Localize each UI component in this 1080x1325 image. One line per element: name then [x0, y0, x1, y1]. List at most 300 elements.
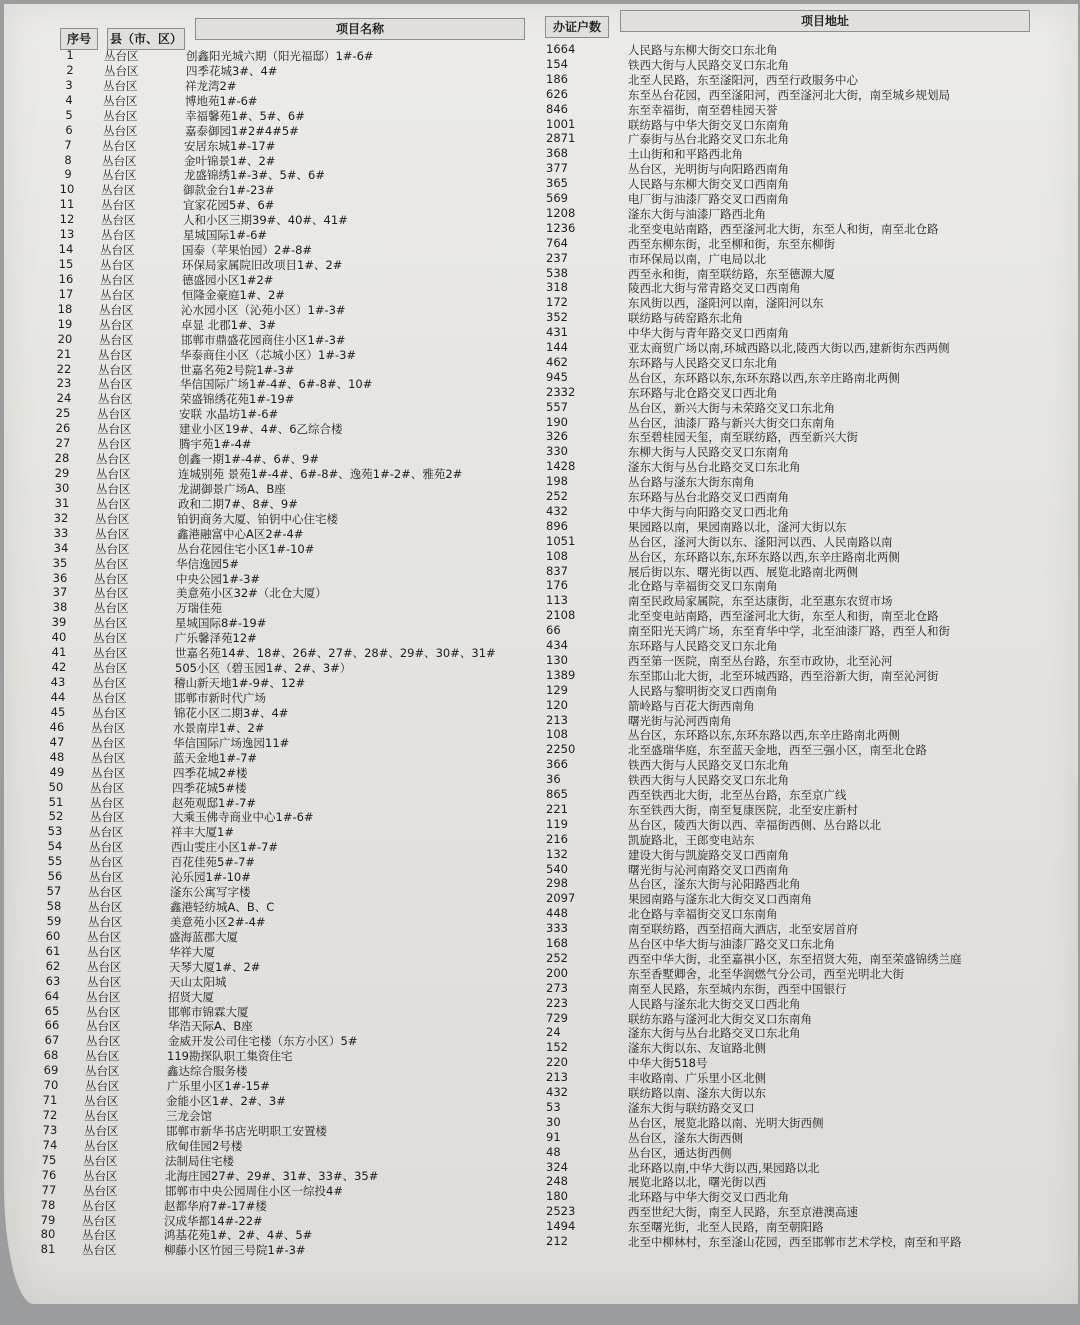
row-county: 丛台区: [103, 108, 138, 123]
row-county: 丛台区: [82, 1228, 117, 1243]
row-household-count: 113: [546, 593, 568, 608]
row-project-name: 安联 水晶坊1#-6#: [179, 407, 279, 422]
row-project-address: 展后街以东、曙光街以西、展览北路南北两侧: [628, 564, 858, 579]
row-number: 63: [45, 973, 61, 988]
header-county-label: 县（市、区）: [109, 32, 182, 46]
row-project-address: 东至香墅卿舍，北至华润燃气分公司，西至光明北大街: [628, 966, 904, 981]
row-project-address: 中华大街与向阳路交叉口西北角: [628, 504, 789, 519]
row-project-address: 南至联纺路，西至招商大酒店，北至安居首府: [628, 922, 858, 937]
row-project-name: 金叶锦景1#、2#: [184, 153, 276, 168]
table-row: [0, 1234, 1080, 1249]
row-county: 丛台区: [82, 1198, 117, 1213]
table-row: [0, 1115, 1080, 1130]
row-project-name: 丛台花园住宅小区1#-10#: [177, 541, 315, 556]
row-project-name: 腾宇苑1#-4#: [179, 437, 252, 452]
table-row: [0, 400, 1080, 415]
row-project-name: 政和二期7#、8#、9#: [178, 496, 298, 511]
row-project-name: 蓝天金地1#-7#: [173, 750, 258, 765]
row-number: 33: [53, 525, 69, 540]
table-row: [0, 578, 1080, 593]
row-county: 丛台区: [90, 810, 125, 825]
table-row: [0, 936, 1080, 951]
row-county: 丛台区: [82, 1243, 117, 1258]
row-number: 50: [48, 779, 64, 794]
row-project-name: 四季花城5#楼: [172, 780, 247, 795]
row-county: 丛台区: [93, 631, 128, 646]
row-project-name: 沁水园小区（沁苑小区）1#-3#: [181, 302, 346, 317]
row-project-name: 广乐里小区1#-15#: [167, 1079, 270, 1094]
table-row: [0, 325, 1080, 340]
row-household-count: 2871: [546, 131, 576, 146]
row-project-address: 建设大街与凯旋路交叉口西南角: [628, 847, 789, 862]
row-project-name: 星城国际8#-19#: [175, 616, 267, 631]
table-row: [0, 236, 1080, 251]
row-household-count: 273: [546, 980, 568, 995]
row-county: 丛台区: [84, 1094, 119, 1109]
row-county: 丛台区: [98, 362, 133, 377]
row-county: 丛台区: [88, 900, 123, 914]
table-row: [0, 444, 1080, 459]
row-project-name: 华信逸园5#: [176, 556, 239, 571]
row-project-address: 联纺东路与滏河北大街交叉口东南角: [628, 1011, 812, 1026]
table-row: [0, 996, 1080, 1011]
row-county: 丛台区: [98, 392, 133, 407]
row-number: 14: [58, 242, 74, 257]
row-county: 丛台区: [87, 959, 122, 974]
row-number: 17: [58, 286, 74, 301]
row-county: 丛台区: [100, 287, 135, 302]
row-project-name: 华泰商住小区（芯城小区）1#-3#: [180, 347, 357, 362]
row-county: 丛台区: [89, 840, 124, 855]
row-household-count: 333: [546, 921, 568, 936]
row-project-address: 丛台区，光明街与向阳路西南角: [628, 162, 789, 177]
row-household-count: 120: [546, 697, 568, 712]
row-county: 丛台区: [100, 258, 135, 273]
row-project-address: 北仓路与幸福街交叉口东南角: [628, 579, 778, 594]
row-project-name: 鸿基花苑1#、2#、4#、5#: [164, 1228, 313, 1243]
row-county: 丛台区: [102, 153, 137, 168]
row-county: 丛台区: [102, 138, 137, 153]
row-county: 丛台区: [85, 1064, 120, 1079]
row-number: 74: [42, 1137, 58, 1152]
row-number: 1: [66, 48, 74, 62]
row-project-name: 邯郸市锦霖大厦: [168, 1004, 249, 1019]
row-household-count: 216: [546, 831, 568, 846]
row-county: 丛台区: [103, 78, 138, 93]
row-county: 丛台区: [91, 720, 126, 735]
header-project-name: [195, 18, 525, 40]
row-project-address: 西至中华大街，北至嘉祺小区，东至招贤大苑，南至荣盛锦绣兰庭: [628, 951, 962, 966]
row-project-address: 丛台区，滏东大街西侧: [628, 1130, 743, 1145]
table-row: [0, 1011, 1080, 1026]
row-project-name: 北海庄园27#、29#、31#、33#、35#: [165, 1168, 379, 1183]
row-number: 16: [58, 271, 74, 286]
row-household-count: 368: [546, 146, 568, 161]
row-project-address: 曙光街与沁河西南角: [628, 713, 732, 728]
row-number: 27: [55, 436, 71, 451]
row-household-count: 764: [546, 235, 568, 250]
row-number: 28: [54, 451, 70, 466]
row-project-address: 陵西北大街与常青路交叉口西南角: [628, 281, 801, 296]
row-county: 丛台区: [95, 526, 130, 541]
row-county: 丛台区: [103, 123, 138, 138]
row-number: 8: [64, 152, 72, 167]
row-number: 2: [66, 62, 74, 77]
row-project-address: 人民路与东柳大街交口东北角: [628, 43, 778, 57]
row-county: 丛台区: [93, 646, 128, 661]
table-row: [0, 623, 1080, 638]
row-project-name: 鑫港融富中心A区2#-4#: [177, 526, 304, 541]
table-row: [0, 1130, 1080, 1145]
row-county: 丛台区: [93, 616, 128, 631]
row-household-count: 2523: [546, 1204, 576, 1219]
row-project-name: 华浩天际A、B座: [168, 1019, 253, 1034]
row-project-address: 丛台区，陵西大街以西、幸福街西侧、丛台路以北: [628, 817, 881, 832]
row-county: 丛台区: [95, 541, 130, 556]
row-project-name: 沁乐园1#-10#: [171, 870, 251, 885]
row-county: 丛台区: [83, 1168, 118, 1183]
row-county: 丛台区: [99, 302, 134, 317]
row-number: 46: [49, 719, 65, 734]
row-number: 20: [57, 331, 73, 346]
row-project-address: 南至民政局家属院，东至达康街，北至惠东农贸市场: [628, 594, 893, 609]
row-project-address: 丛台路与滏东大街东南角: [628, 475, 755, 490]
row-county: 丛台区: [84, 1109, 119, 1124]
row-household-count: 324: [546, 1159, 568, 1174]
row-project-address: 果园路以南，果园南路以北，滏河大街以东: [628, 519, 847, 534]
row-county: 丛台区: [99, 332, 134, 347]
row-project-address: 丛台区，东环路以东,东环东路以西,东辛庄路南北两侧: [628, 370, 900, 385]
table-row: [0, 161, 1080, 176]
row-household-count: 330: [546, 444, 568, 459]
row-county: 丛台区: [98, 377, 133, 392]
row-number: 25: [55, 406, 71, 421]
table-row: [0, 593, 1080, 608]
table-row: [0, 1100, 1080, 1115]
row-number: 67: [44, 1033, 60, 1048]
row-household-count: 569: [546, 191, 568, 205]
table-row: [0, 1160, 1080, 1175]
row-project-name: 天琴大厦1#、2#: [169, 959, 261, 974]
row-project-name: 稽山新天地1#-9#、12#: [174, 676, 306, 691]
table-row: [0, 981, 1080, 996]
row-project-address: 西至世纪大街，南至人民路，东至京港澳高速: [628, 1205, 858, 1220]
row-county: 丛台区: [97, 422, 132, 437]
row-number: 18: [57, 301, 73, 316]
row-household-count: 462: [546, 354, 568, 369]
row-number: 45: [50, 704, 66, 719]
row-household-count: 248: [546, 1174, 568, 1189]
row-household-count: 198: [546, 474, 568, 489]
row-project-address: 箭岭路与百花大街西南角: [628, 698, 755, 713]
table-row: [0, 474, 1080, 489]
row-project-name: 创鑫阳光城六期（阳光福邸）1#-6#: [186, 49, 374, 63]
row-county: 丛台区: [91, 765, 126, 780]
row-county: 丛台区: [99, 317, 134, 332]
row-project-name: 法制局住宅楼: [165, 1153, 234, 1168]
row-project-address: 铁西大街与人民路交叉口东北角: [628, 758, 789, 773]
row-household-count: 223: [546, 995, 568, 1010]
row-household-count: 1428: [546, 459, 576, 474]
table-row: [0, 534, 1080, 549]
table-row: [0, 280, 1080, 295]
row-project-name: 御款金台1#-23#: [183, 183, 275, 198]
table-row: [0, 504, 1080, 519]
row-project-name: 邯郸市中央公园周住小区一综投4#: [165, 1183, 343, 1198]
row-county: 丛台区: [91, 750, 126, 765]
row-project-address: 市环保局以南，广电局以北: [628, 251, 766, 266]
row-project-name: 万瑞佳苑: [176, 601, 222, 616]
row-project-name: 龙盛锦绣1#-3#、5#、6#: [184, 168, 325, 183]
row-household-count: 212: [546, 1234, 568, 1248]
row-project-address: 凯旋路北，王郎变电站东: [628, 832, 755, 847]
row-project-address: 广泰街与丛台北路交叉口东北角: [628, 132, 789, 147]
row-project-address: 东环路与人民路交叉口东北角: [628, 639, 778, 653]
row-household-count: 837: [546, 563, 568, 578]
row-project-name: 荣盛锦绣花苑1#-19#: [180, 392, 295, 407]
row-number: 26: [55, 421, 71, 436]
table-row: [0, 102, 1080, 117]
row-project-name: 柳藤小区竹园三号院1#-3#: [164, 1243, 306, 1258]
row-project-address: 丛台区，新兴大街与未荣路交叉口东北角: [628, 400, 835, 415]
header-project-name-label: 项目名称: [335, 22, 384, 36]
row-household-count: 172: [546, 295, 568, 310]
row-county: 丛台区: [95, 511, 130, 526]
row-project-name: 广乐馨泽苑12#: [175, 631, 257, 646]
row-household-count: 557: [546, 399, 568, 414]
row-household-count: 119: [546, 816, 568, 831]
table-row: [0, 519, 1080, 534]
row-number: 24: [56, 391, 72, 406]
row-project-address: 东至铁西大街，南至复康医院，北至安庄新村: [628, 802, 858, 817]
row-number: 70: [43, 1078, 59, 1093]
table-row: [0, 251, 1080, 266]
table-row: [0, 221, 1080, 236]
row-project-name: 龙湖御景广场A、B座: [178, 481, 286, 496]
row-project-address: 联纺路以南、滏东大街以东: [628, 1086, 766, 1100]
row-household-count: 48: [546, 1144, 561, 1159]
row-county: 丛台区: [85, 1049, 120, 1064]
row-project-address: 丛台区中华大街与油漆厂路交叉口东北角: [628, 937, 835, 951]
row-project-name: 世嘉名苑2号院1#-3#: [180, 362, 295, 377]
table-row: [0, 489, 1080, 504]
row-number: 77: [41, 1182, 57, 1197]
row-county: 丛台区: [100, 272, 135, 287]
row-number: 51: [48, 794, 64, 809]
row-number: 44: [50, 689, 66, 704]
row-county: 丛台区: [91, 735, 126, 750]
header-seq-label: 序号: [66, 32, 91, 46]
row-project-name: 滏东公寓写字楼: [170, 885, 251, 900]
row-county: 丛台区: [89, 870, 124, 885]
row-household-count: 154: [546, 56, 568, 71]
row-county: 丛台区: [82, 1213, 117, 1228]
row-county: 丛台区: [104, 49, 139, 63]
row-project-name: 祥丰大厦1#: [171, 825, 234, 840]
row-number: 39: [51, 615, 67, 630]
row-project-address: 铁西大街与人民路交叉口东北角: [628, 773, 789, 788]
row-household-count: 221: [546, 801, 568, 816]
row-household-count: 538: [546, 265, 568, 280]
row-number: 38: [52, 600, 68, 615]
row-household-count: 365: [546, 176, 568, 191]
row-county: 丛台区: [96, 452, 131, 467]
row-county: 丛台区: [87, 974, 122, 989]
table-row: [0, 742, 1080, 757]
table-row: [0, 832, 1080, 847]
row-household-count: 2250: [546, 742, 576, 757]
row-household-count: 2097: [546, 891, 576, 906]
row-project-name: 赵苑观邸1#-7#: [172, 795, 257, 810]
row-household-count: 434: [546, 638, 568, 652]
row-project-address: 北环路以南,中华大街以西,果园路以北: [628, 1160, 820, 1175]
row-county: 丛台区: [84, 1123, 119, 1138]
table-row: [0, 1204, 1080, 1219]
table-row: [0, 757, 1080, 772]
row-number: 81: [40, 1242, 56, 1257]
row-project-address: 人民路与黎明街交叉口西南角: [628, 683, 778, 698]
row-project-name: 嘉泰御园1#2#4#5#: [185, 123, 299, 138]
row-number: 21: [56, 346, 72, 361]
table-row: [0, 266, 1080, 281]
row-project-address: 丛台区，滏东大街与沁阳路西北角: [628, 877, 801, 892]
row-number: 36: [52, 570, 68, 585]
row-project-name: 四季花城2#楼: [173, 765, 248, 780]
row-project-name: 锦花小区二期3#、4#: [174, 705, 289, 720]
table-row: [0, 713, 1080, 728]
table-row: [0, 876, 1080, 891]
row-project-address: 东环路与北仓路交叉口西北角: [628, 385, 778, 400]
row-household-count: 1664: [546, 42, 576, 56]
row-number: 19: [57, 316, 73, 331]
row-project-name: 德盛园小区1#2#: [182, 272, 274, 287]
table-row: [0, 459, 1080, 474]
row-household-count: 91: [546, 1129, 561, 1144]
row-household-count: 431: [546, 325, 568, 340]
row-project-name: 大乘玉佛寺商业中心1#-6#: [172, 810, 314, 825]
row-household-count: 213: [546, 712, 568, 727]
row-county: 丛台区: [88, 914, 123, 929]
row-project-address: 西至铁西北大街，北至丛台路，东至京广线: [628, 788, 847, 802]
row-project-address: 西至第一医院，南至丛台路，东至市政协，北至沁河: [628, 653, 893, 668]
table-row: [0, 1085, 1080, 1100]
row-number: 49: [49, 764, 65, 779]
row-number: 64: [44, 988, 60, 1003]
row-project-name: 华祥大厦: [169, 944, 215, 959]
table-row: [0, 653, 1080, 668]
row-number: 68: [43, 1048, 59, 1063]
row-household-count: 945: [546, 369, 568, 384]
row-number: 57: [46, 884, 62, 899]
row-county: 丛台区: [101, 198, 136, 213]
table-row: [0, 146, 1080, 161]
row-project-name: 铂钥商务大厦、铂钥中心住宅楼: [177, 511, 338, 526]
table-row: [0, 1189, 1080, 1204]
row-project-name: 宜家花园5#、6#: [183, 198, 275, 213]
row-number: 40: [51, 630, 67, 645]
row-household-count: 53: [546, 1099, 561, 1114]
row-county: 丛台区: [90, 795, 125, 810]
row-county: 丛台区: [85, 1079, 120, 1094]
row-number: 30: [54, 480, 70, 495]
table-row: [0, 340, 1080, 355]
row-county: 丛台区: [92, 676, 127, 691]
table-row: [0, 385, 1080, 400]
row-number: 10: [59, 182, 75, 197]
row-number: 5: [65, 107, 73, 122]
row-project-name: 建业小区19#、4#、6乙综合楼: [179, 422, 343, 437]
table-row: [0, 310, 1080, 325]
row-household-count: 377: [546, 161, 568, 176]
row-project-address: 人民路与东柳大街交叉口西南角: [628, 177, 789, 192]
row-household-count: 129: [546, 682, 568, 697]
row-project-name: 金能小区1#、2#、3#: [166, 1094, 286, 1109]
row-project-address: 北环路与中华大街交叉口西北角: [628, 1190, 789, 1205]
row-project-address: 丛台区，通达街西侧: [628, 1145, 732, 1160]
row-number: 58: [46, 899, 62, 913]
row-county: 丛台区: [92, 705, 127, 720]
row-project-address: 西至东柳东街，北至柳和街，东至东柳街: [628, 236, 835, 251]
row-project-name: 世嘉名苑14#、18#、26#、27#、28#、29#、30#、31#: [175, 646, 496, 661]
row-number: 4: [65, 92, 73, 107]
table-row: [0, 891, 1080, 906]
row-number: 13: [59, 227, 75, 242]
table-row: [0, 921, 1080, 936]
row-project-name: 欣甸佳园2号楼: [166, 1138, 243, 1153]
row-number: 6: [65, 122, 73, 137]
row-county: 丛台区: [89, 825, 124, 840]
row-household-count: 252: [546, 489, 568, 503]
row-project-name: 星城国际1#-6#: [183, 228, 268, 243]
row-project-address: 东至幸福街，南至碧桂园天誉: [628, 102, 778, 117]
table-row: [0, 1145, 1080, 1160]
row-project-name: 505小区（碧玉园1#、2#、3#）: [175, 661, 352, 676]
row-household-count: 237: [546, 250, 568, 265]
row-project-name: 连城别苑 景苑1#-4#、6#-8#、逸苑1#-2#、雅苑2#: [178, 467, 463, 482]
row-project-address: 北至变电站南路，西至滏河北大街，东至人和街，南至北仓路: [628, 609, 939, 624]
row-number: 52: [48, 809, 64, 824]
row-project-address: 东风街以西，滏阳河以南，滏阳河以东: [628, 296, 824, 311]
row-project-address: 中华大街518号: [628, 1056, 708, 1071]
row-county: 丛台区: [103, 93, 138, 108]
row-project-name: 华信国际广场逸园11#: [173, 735, 290, 750]
table-row: [0, 683, 1080, 698]
table-row: [0, 564, 1080, 579]
row-household-count: 1208: [546, 205, 576, 220]
table-row: [0, 638, 1080, 653]
row-number: 37: [52, 585, 68, 600]
table-row: [0, 549, 1080, 564]
row-county: 丛台区: [101, 183, 136, 198]
row-household-count: 318: [546, 280, 568, 295]
row-household-count: 1494: [546, 1219, 576, 1234]
row-county: 丛台区: [86, 1019, 121, 1034]
row-project-address: 曙光街与沁河南路交叉口西南角: [628, 862, 789, 877]
table-row: [0, 698, 1080, 713]
row-project-name: 邯郸市鼎盛花园商住小区1#-3#: [181, 332, 346, 347]
row-number: 60: [45, 928, 61, 943]
row-project-name: 赵都华府7#-17#楼: [164, 1198, 267, 1213]
row-number: 41: [51, 645, 67, 660]
row-county: 丛台区: [87, 929, 122, 944]
row-project-name: 西山雯庄小区1#-7#: [171, 840, 279, 855]
row-county: 丛台区: [97, 407, 132, 422]
table-row: [0, 802, 1080, 817]
row-household-count: 352: [546, 310, 568, 325]
row-county: 丛台区: [104, 63, 139, 78]
row-number: 76: [41, 1167, 57, 1182]
row-household-count: 168: [546, 936, 568, 950]
